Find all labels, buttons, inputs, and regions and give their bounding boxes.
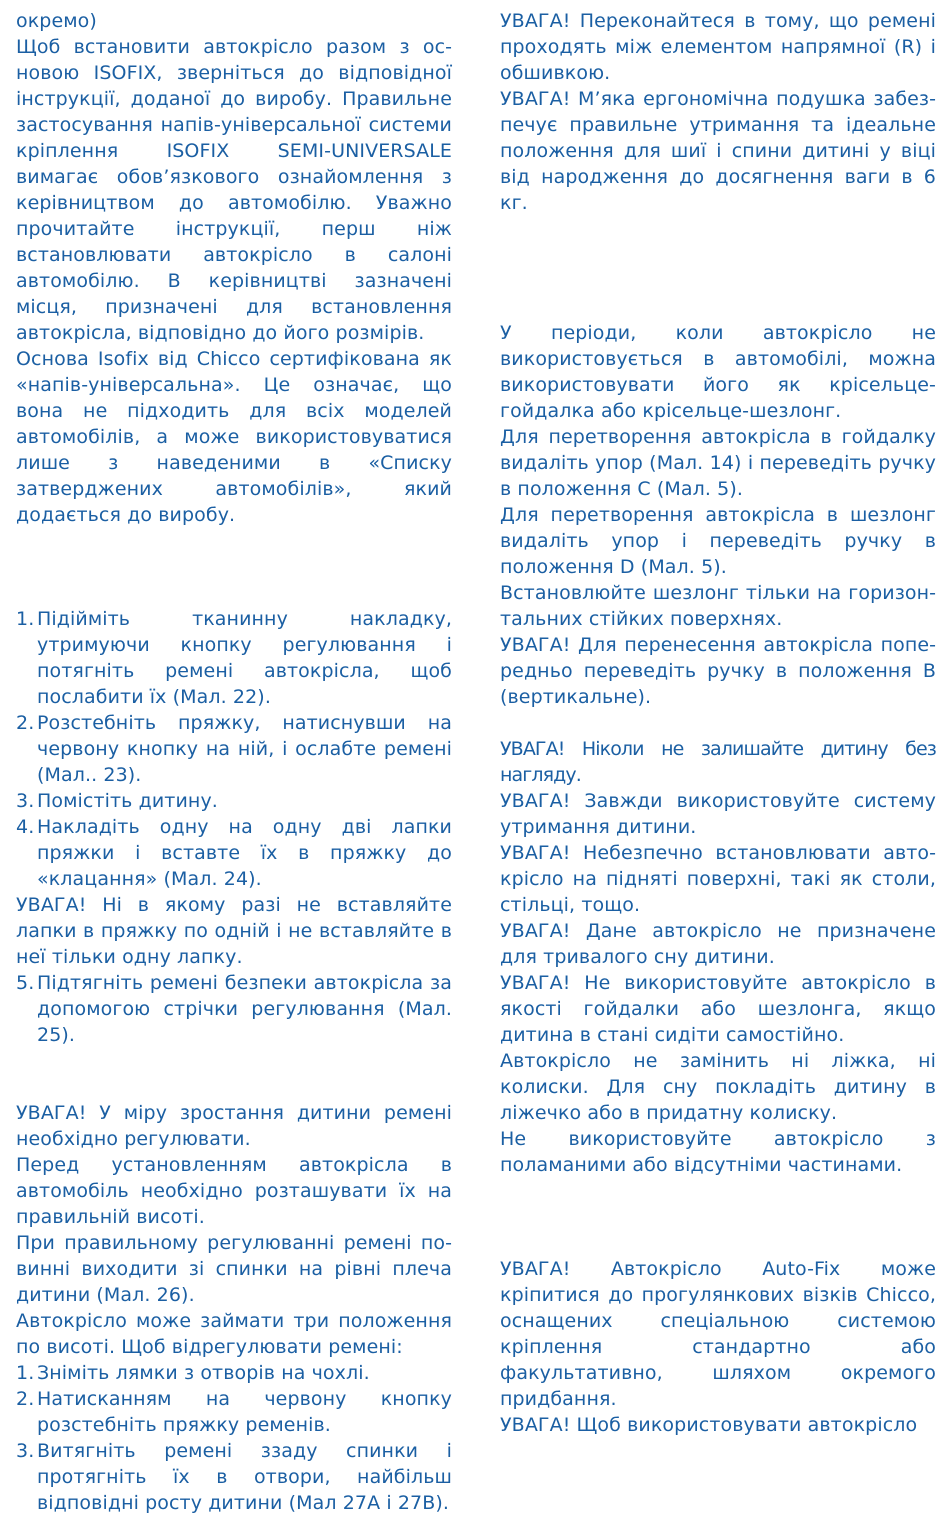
list-item: 4. Накладіть одну на одну дві лапки пряжки і вставте їх в пряжку до «клацання» (Мал. 24). (16, 816, 452, 890)
list-item: 1. Підійміть тканинну накладку, утримуючи кнопку регулювання і потягніть ремені автокрісла, щоб послабити їх (Мал. 22). (16, 608, 452, 708)
paragraph: При правильному регулюванні ремені повинні виходити зі спинки на рівні плеча дитини (Мал. 26). (16, 1232, 452, 1306)
paragraph: Встановлюйте шезлонг тільки на горизонтальних стійких поверхнях. (500, 582, 936, 630)
paragraph: Автокрісло не замінить ні ліжка, ні колиски. Для сну покладіть дитину в ліжечко або в придатну колиску. (500, 1050, 936, 1124)
paragraph: Перед установленням автокрісла в автомобіль необхідно розташувати їх на правильній висоті. (16, 1154, 452, 1228)
warning-paragraph: УВАГА! Завжди використовуйте систему утримання дитини. (500, 790, 936, 838)
paragraph: У періоди, коли автокрісло не використовується в автомобілі, можна використовувати його як крісельце-гойдалка або крісельце-шезлонг. (500, 322, 936, 422)
paragraph: Щоб встановити автокрісло разом з основою ISOFIX, зверніться до відповідної інструкції, доданої до виробу. Правильне застосування напів-універсальної системи кріплення ISOFIX SEMI-UNIVERSALE вимагає обов’язкового ознайомлення з керівництвом до автомобілю. Уважно прочитайте інструкції, перш ніж встановлювати автокрісло в салоні автомобілю. В керівництві зазначені місця, призначені для встановлення автокрісла, відповідно до його розмірів. (16, 36, 452, 344)
warning-paragraph: УВАГА! Небезпечно встановлювати автокрісло на підняті поверхні, такі як столи, стільці, тощо. (500, 842, 936, 916)
warning-paragraph: УВАГА! Автокрісло Auto-Fix може кріпитися до прогулянкових візків Chicco, оснащених спеціальною системою кріплення стандартно або факультативно, шляхом окремого придбання. (500, 1258, 936, 1410)
warning-paragraph: УВАГА! Переконайтеся в тому, що ремені проходять між елементом напрямної (R) і обшивкою. (500, 10, 936, 84)
paragraph: Для перетворення автокрісла в шезлонг видаліть упор і переведіть ручку в положення D (Мал. 5). (500, 504, 936, 578)
height-steps-list (16, 1360, 452, 1516)
warning-paragraph: УВАГА! Для перенесення автокрісла попередньо переведіть ручку в положення B (вертикальне). (500, 634, 936, 708)
warning-paragraph: УВАГА! Не використовуйте автокрісло в якості гойдалки або шезлонга, якщо дитина в стані сидіти самостійно. (500, 972, 936, 1046)
paragraph: окремо) (16, 10, 97, 32)
warning-paragraph: УВАГА! Ніколи не залишайте дитину без нагляду. (500, 738, 936, 786)
list-item: 5. Підтягніть ремені безпеки автокрісла за допомогою стрічки регулювання (Мал. 25). (16, 972, 452, 1046)
paragraph: Не використовуйте автокрісло з поламаними або відсутніми частинами. (500, 1128, 936, 1176)
right-column (500, 8, 936, 1438)
warning-paragraph: УВАГА! Дане автокрісло не призначене для тривалого сну дитини. (500, 920, 936, 968)
fastening-steps-list (16, 606, 452, 892)
list-item: 3. Витягніть ремені ззаду спинки і протягніть їх в отвори, найбільш відповідні росту дитини (Мал 27A і 27B). (16, 1440, 452, 1514)
fastening-step-5 (16, 970, 452, 1048)
warning-paragraph: УВАГА! Щоб використовувати автокрісло (500, 1414, 918, 1436)
warning-paragraph: УВАГА! М’яка ергономічна подушка забезпечує правильне утримання та ідеальне положення для шиї і спини дитині у віці від народження до досягнення ваги в 6 кг. (500, 88, 936, 214)
list-item: 2. Натисканням на червону кнопку розстебніть пряжку ременів. (16, 1388, 452, 1436)
paragraph: Основа Isofix від Chicco сертифікована як «напів-універсальна». Це означає, що вона не підходить для всіх моделей автомобілів, а може використовуватися лише з наведеними в «Списку затверджених автомобілів», який додається до виробу. (16, 348, 452, 526)
list-item: 2. Розстебніть пряжку, натиснувши на червону кнопку на ній, і ослабте ремені (Мал.. 23). (16, 712, 452, 786)
warning-paragraph: УВАГА! У міру зростання дитини ремені необхідно регулювати. (16, 1102, 452, 1150)
list-item: 1. Зніміть лямки з отворів на чохлі. (16, 1362, 370, 1384)
list-item: 3. Помістіть дитину. (16, 790, 218, 812)
left-column (16, 8, 452, 1516)
paragraph: Для перетворення автокрісла в гойдалку видаліть упор (Мал. 14) і переведіть ручку в положення C (Мал. 5). (500, 426, 936, 500)
paragraph: Автокрісло може займати три положення по висоті. Щоб відрегулювати ремені: (16, 1310, 452, 1358)
warning-paragraph: УВАГА! Ні в якому разі не вставляйте лапки в пряжку по одній і не вставляйте в неї тільки одну лапку. (16, 894, 452, 968)
